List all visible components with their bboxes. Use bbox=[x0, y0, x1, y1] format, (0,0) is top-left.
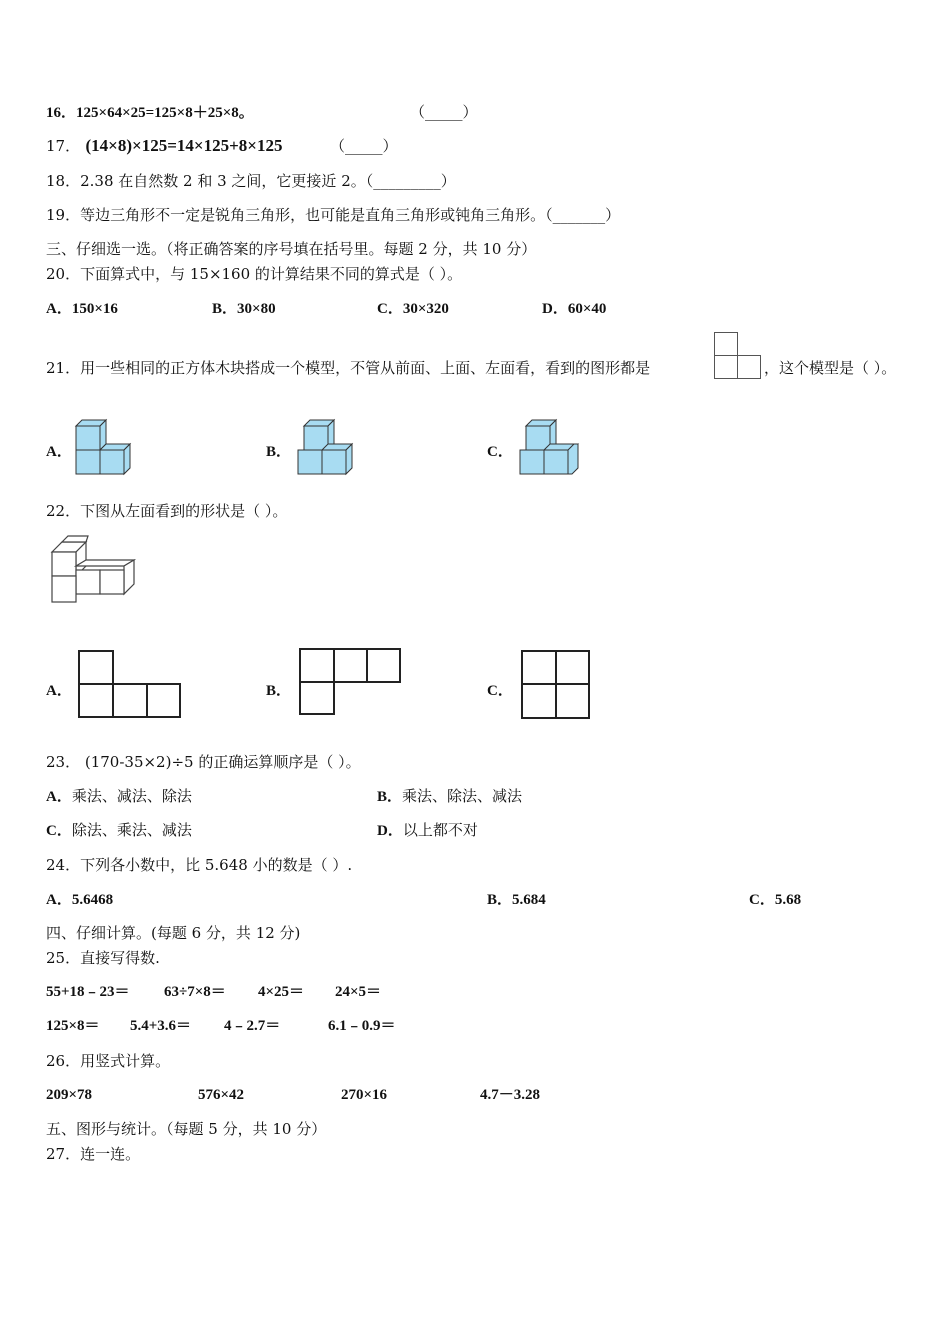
option-a[interactable] bbox=[46, 786, 192, 807]
option-label: B． bbox=[377, 789, 403, 805]
option-b[interactable] bbox=[377, 786, 522, 807]
option-text: 30×320 bbox=[402, 301, 449, 317]
question-23-stem: 23． (170-35×2)÷5 的正确运算顺序是（ ）。 bbox=[46, 753, 361, 771]
calc-item: 55+18﹣23＝ bbox=[46, 984, 130, 1000]
option-a[interactable] bbox=[46, 298, 118, 319]
option-label: A． bbox=[46, 789, 72, 805]
grid-square bbox=[367, 649, 400, 682]
cube-face bbox=[544, 450, 568, 474]
option-d[interactable] bbox=[377, 820, 478, 841]
calc-item: 125×8＝ bbox=[46, 1018, 100, 1034]
view-square-bottom-right bbox=[738, 356, 761, 379]
question-18 bbox=[46, 171, 456, 191]
question-number: 19． bbox=[46, 206, 81, 224]
answer-blank-16[interactable]: （_____） bbox=[410, 103, 478, 121]
view-shape-c[interactable] bbox=[520, 650, 590, 720]
question-text: 等边三角形不一定是锐角三角形，也可能是直角三角形或钝角三角形。（_______） bbox=[80, 206, 621, 224]
option-text: 5.684 bbox=[512, 892, 546, 908]
option-c[interactable]: C． bbox=[487, 683, 513, 699]
option-label: B． bbox=[487, 892, 513, 908]
option-text: 除法、乘法、减法 bbox=[71, 821, 192, 839]
option-c[interactable] bbox=[377, 298, 449, 319]
option-text: 乘法、减法、除法 bbox=[71, 787, 192, 805]
cube-face bbox=[52, 576, 76, 602]
calc-item: 6.1﹣0.9＝ bbox=[328, 1018, 396, 1034]
grid-square bbox=[556, 684, 589, 718]
cube-face bbox=[568, 444, 578, 474]
option-text: 5.6468 bbox=[71, 892, 114, 908]
grid-square bbox=[113, 684, 147, 717]
cube-face bbox=[526, 426, 550, 450]
calc-item: 4×25＝ bbox=[258, 984, 305, 1000]
question-17 bbox=[46, 136, 282, 156]
question-number: 18． bbox=[46, 172, 81, 190]
cube-face bbox=[298, 450, 322, 474]
option-c[interactable] bbox=[46, 820, 192, 841]
option-b[interactable]: B． bbox=[266, 683, 292, 699]
option-label: C． bbox=[377, 301, 403, 317]
option-text: 乘法、除法、减法 bbox=[402, 787, 523, 805]
option-d[interactable] bbox=[542, 298, 606, 319]
calc-item: 5.4+3.6＝ bbox=[130, 1018, 192, 1034]
question-number: 17． bbox=[46, 137, 81, 155]
cube-face bbox=[76, 426, 100, 450]
cube-face bbox=[100, 450, 124, 474]
calc-item: 4﹣2.7＝ bbox=[224, 1018, 281, 1034]
view-square-top bbox=[715, 333, 738, 356]
option-text: 150×16 bbox=[71, 301, 118, 317]
question-19 bbox=[46, 205, 620, 225]
view-square-bottom-left bbox=[715, 356, 738, 379]
cube-face bbox=[76, 450, 100, 474]
option-label: C． bbox=[749, 892, 775, 908]
option-a[interactable] bbox=[46, 889, 113, 910]
option-a[interactable]: A． bbox=[46, 683, 72, 699]
cube-face bbox=[520, 450, 544, 474]
option-label: A． bbox=[46, 892, 72, 908]
section-3-title: 三、仔细选一选。（将正确答案的序号填在括号里。每题 2 分，共 10 分） bbox=[46, 240, 537, 258]
cube-face bbox=[346, 444, 352, 474]
calc-item: 24×5＝ bbox=[335, 984, 382, 1000]
question-20-stem: 20．下面算式中，与 15×160 的计算结果不同的算式是（ ）。 bbox=[46, 265, 463, 283]
cube-model-c[interactable] bbox=[518, 418, 582, 474]
section-5-title: 五、图形与统计。（每题 5 分，共 10 分） bbox=[46, 1120, 327, 1138]
option-label: D． bbox=[542, 301, 568, 317]
option-label: B． bbox=[212, 301, 238, 317]
calc-item: 63÷7×8＝ bbox=[164, 984, 226, 1000]
grid-square bbox=[147, 684, 180, 717]
grid-square bbox=[300, 682, 334, 714]
option-c[interactable]: C． bbox=[487, 444, 513, 460]
cube-face bbox=[322, 450, 346, 474]
option-b[interactable]: B． bbox=[266, 444, 292, 460]
option-b[interactable] bbox=[212, 298, 276, 319]
cube-stack-figure bbox=[50, 534, 140, 606]
view-shape-figure bbox=[714, 332, 762, 380]
question-26-stem: 26．用竖式计算。 bbox=[46, 1052, 171, 1070]
section-4-title: 四、仔细计算。(每题 6 分，共 12 分) bbox=[46, 924, 301, 942]
question-21-stem-before: 21．用一些相同的正方体木块搭成一个模型，不管从前面、上面、左面看，看到的图形都是 bbox=[46, 359, 651, 377]
question-text: 2.38 在自然数 2 和 3 之间，它更接近 2。（_________） bbox=[80, 172, 456, 190]
option-label: D． bbox=[377, 823, 403, 839]
question-27-stem: 27．连一连。 bbox=[46, 1145, 141, 1163]
option-b[interactable] bbox=[487, 889, 546, 910]
question-16 bbox=[46, 102, 254, 123]
option-text: 60×40 bbox=[567, 301, 607, 317]
grid-square bbox=[522, 651, 556, 684]
cube-model-a[interactable] bbox=[74, 418, 134, 474]
question-24-stem: 24．下列各小数中，比 5.648 小的数是（ ）. bbox=[46, 856, 353, 874]
cube-face bbox=[52, 552, 76, 576]
question-expression: (14×8)×125=14×125+8×125 bbox=[85, 136, 283, 155]
vertical-calc-item: 270×16 bbox=[341, 1087, 388, 1103]
view-shape-b[interactable] bbox=[298, 648, 402, 716]
grid-square bbox=[300, 649, 334, 682]
view-shape-a[interactable] bbox=[78, 650, 182, 720]
option-label: C． bbox=[46, 823, 72, 839]
option-text: 30×80 bbox=[237, 301, 276, 317]
option-a[interactable]: A． bbox=[46, 444, 72, 460]
option-label: A． bbox=[46, 301, 72, 317]
vertical-calc-item: 209×78 bbox=[46, 1087, 93, 1103]
option-text: 5.68 bbox=[774, 892, 802, 908]
vertical-calc-item: 576×42 bbox=[198, 1087, 245, 1103]
question-21-stem-after: ，这个模型是（ ）。 bbox=[764, 359, 897, 377]
option-c[interactable] bbox=[749, 889, 801, 910]
grid-square bbox=[556, 651, 589, 684]
cube-face bbox=[76, 570, 100, 594]
cube-face bbox=[124, 560, 134, 594]
answer-blank-17[interactable]: （_____） bbox=[330, 137, 398, 155]
question-22-stem: 22．下图从左面看到的形状是（ ）。 bbox=[46, 502, 288, 520]
question-25-stem: 25．直接写得数. bbox=[46, 949, 160, 967]
cube-face bbox=[100, 570, 124, 594]
question-number: 16． bbox=[46, 105, 77, 121]
vertical-calc-item: 4.7－3.28 bbox=[480, 1087, 541, 1103]
grid-square bbox=[334, 649, 367, 682]
grid-square bbox=[79, 651, 113, 684]
grid-square bbox=[522, 684, 556, 718]
cube-face bbox=[124, 444, 130, 474]
cube-face bbox=[62, 536, 88, 542]
cube-model-b[interactable] bbox=[296, 418, 356, 474]
question-expression: 125×64×25=125×8＋25×8。 bbox=[76, 105, 254, 121]
grid-square bbox=[79, 684, 113, 717]
option-text: 以上都不对 bbox=[402, 821, 478, 839]
cube-face bbox=[304, 426, 328, 450]
